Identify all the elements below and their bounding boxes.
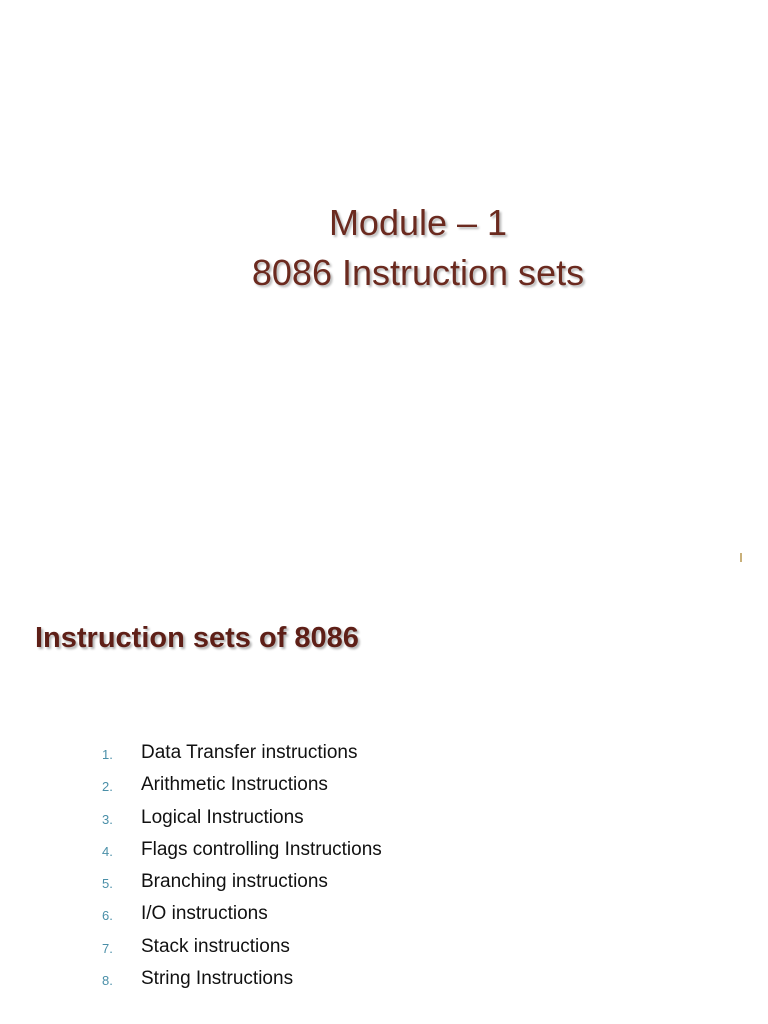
list-item-label: Arithmetic Instructions — [141, 774, 328, 796]
list-item-number: 8. — [102, 973, 113, 989]
module-subtitle: 8086 Instruction sets — [251, 252, 585, 293]
section-heading: Instruction sets of 8086 — [35, 622, 359, 654]
content-slide — [0, 575, 768, 1024]
list-item — [0, 871, 600, 903]
slide-title — [0, 198, 768, 298]
list-item — [0, 807, 600, 839]
list-item — [0, 968, 600, 1000]
list-item-label: Branching instructions — [141, 871, 328, 893]
list-item-number: 5. — [102, 876, 113, 892]
list-item — [0, 839, 600, 871]
list-item-number: 2. — [102, 779, 113, 795]
list-item-label: Data Transfer instructions — [141, 742, 358, 763]
list-item-label: String Instructions — [141, 968, 294, 990]
list-item-number: 4. — [102, 843, 113, 859]
module-title: Module – 1 — [328, 202, 508, 243]
list-item-label: Stack instructions — [141, 935, 290, 957]
list-item-number: 1. — [102, 747, 113, 762]
list-item-number: 6. — [102, 908, 113, 924]
instruction-list — [0, 742, 600, 1000]
list-item-label: I/O instructions — [141, 903, 268, 925]
list-item — [0, 903, 600, 935]
page-marker — [740, 553, 742, 562]
list-item — [0, 774, 600, 806]
list-item-number: 7. — [102, 940, 113, 956]
list-item-label: Logical Instructions — [141, 806, 304, 828]
list-item-label: Flags controlling Instructions — [141, 838, 382, 860]
list-item — [0, 936, 600, 968]
list-item — [0, 742, 600, 774]
list-item-number: 3. — [102, 811, 113, 827]
